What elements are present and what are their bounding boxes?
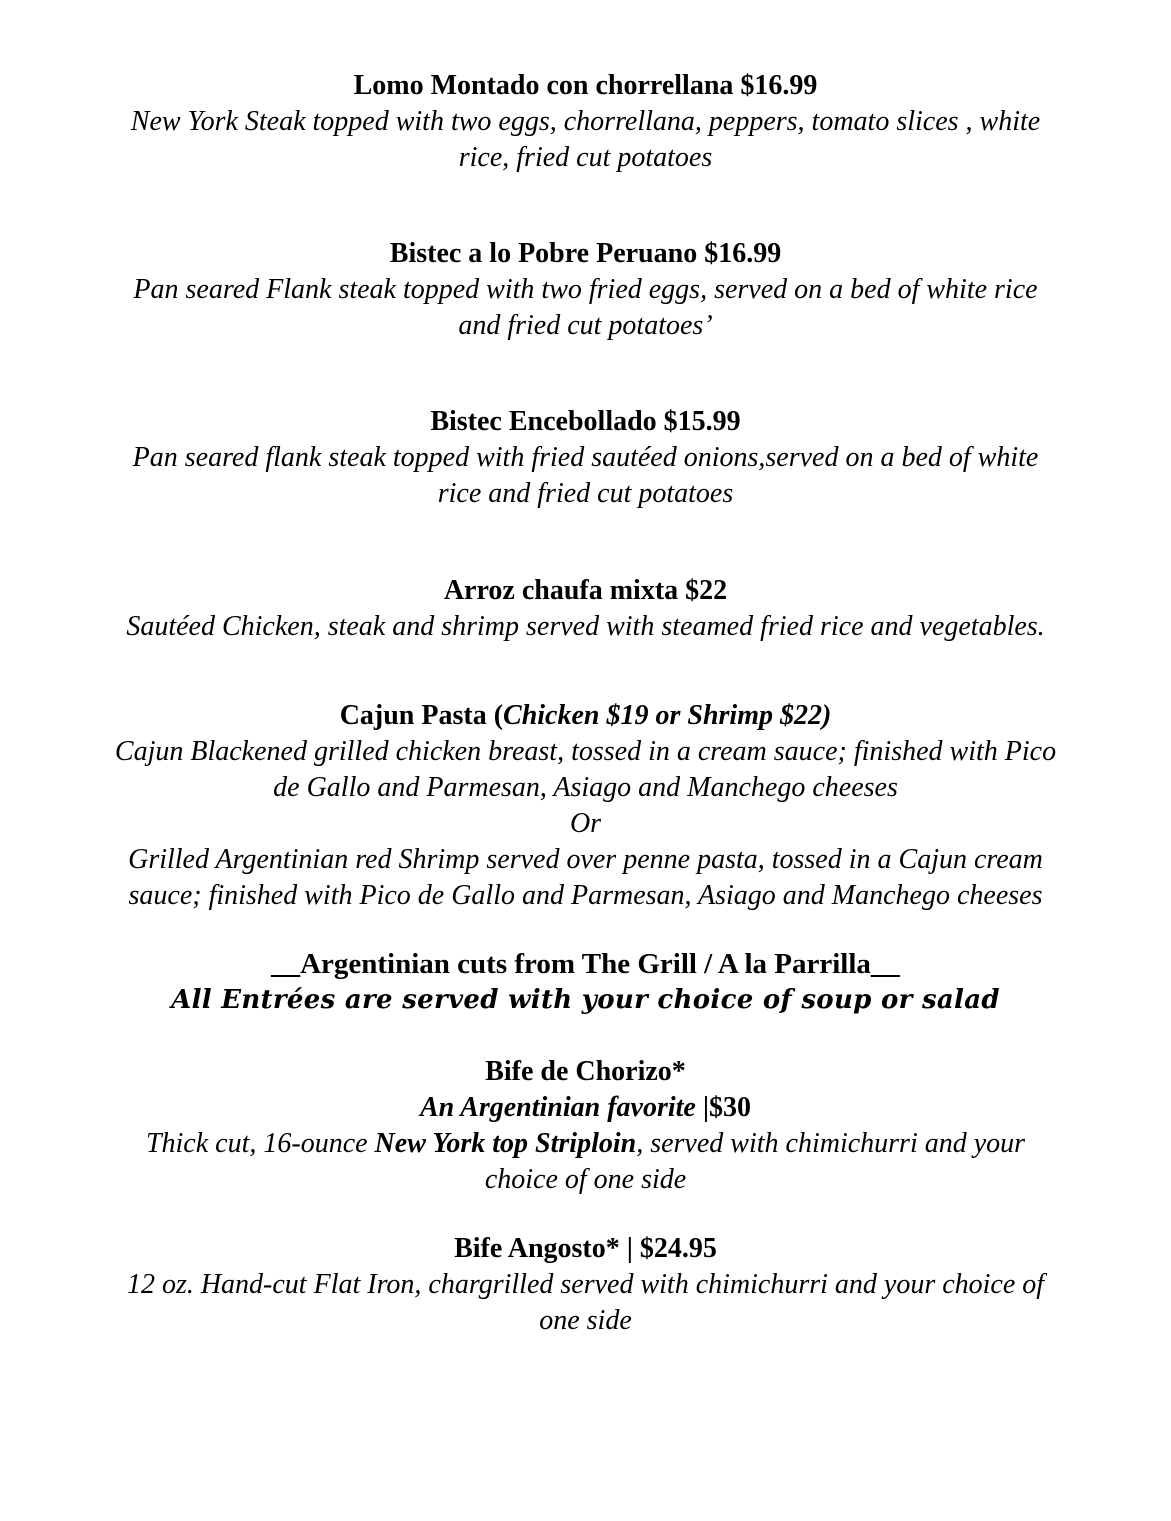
menu-item-lomo-montado xyxy=(0,68,1171,176)
cajun-title-options: Chicken $19 or Shrimp $22) xyxy=(503,700,832,731)
desc-post: , served with chimichurri and your xyxy=(636,1128,1026,1159)
desc-pre: Thick cut, 16-ounce xyxy=(145,1128,375,1159)
menu-item-description-line: rice and fried cut potatoes xyxy=(437,478,734,509)
menu-item-bistec-pobre xyxy=(0,236,1171,344)
menu-item-description-line: New York Steak topped with two eggs, chorrellana, peppers, tomato slices , white xyxy=(130,106,1041,137)
menu-item-description-or: Or xyxy=(569,808,602,839)
menu-item-bife-de-chorizo xyxy=(0,1054,1171,1198)
menu-item-description-line xyxy=(0,1126,1171,1162)
menu-item-description-line: Sautéed Chicken, steak and shrimp served with steamed fried rice and vegetables. xyxy=(126,611,1045,642)
section-note: All Entrées are served with your choice of soup or salad xyxy=(171,985,1000,1015)
menu-item-bistec-encebollado xyxy=(0,404,1171,512)
menu-item-title: Bife de Chorizo* xyxy=(485,1056,686,1087)
menu-item-description-line: de Gallo and Parmesan, Asiago and Manchego cheeses xyxy=(273,772,898,803)
cajun-title-prefix: Cajun Pasta ( xyxy=(339,700,504,731)
menu-item-description-line: choice of one side xyxy=(484,1164,687,1195)
menu-item-description-line: Cajun Blackened grilled chicken breast, tossed in a cream sauce; finished with Pico xyxy=(114,736,1057,767)
menu-item-title: Lomo Montado con chorrellana $16.99 xyxy=(353,70,818,101)
menu-item-description-line: sauce; finished with Pico de Gallo and Parmesan, Asiago and Manchego cheeses xyxy=(128,880,1043,911)
menu-item-title xyxy=(0,698,1171,734)
section-heading: __Argentinian cuts from The Grill / A la Parrilla__ xyxy=(271,948,900,980)
menu-item-description-line: one side xyxy=(539,1305,632,1336)
menu-item-title: Bife Angosto* | $24.95 xyxy=(454,1233,717,1264)
menu-item-title: Bistec a lo Pobre Peruano $16.99 xyxy=(389,238,782,269)
menu-item-title: Bistec Encebollado $15.99 xyxy=(430,406,741,437)
menu-item-description-line: rice, fried cut potatoes xyxy=(458,142,713,173)
subtitle-price: |$30 xyxy=(702,1092,752,1123)
menu-item-description-line: and fried cut potatoes’ xyxy=(458,310,713,341)
desc-bold: New York top Striploin xyxy=(374,1128,637,1159)
menu-item-arroz-chaufa xyxy=(0,573,1171,645)
menu-item-bife-angosto xyxy=(0,1231,1171,1339)
subtitle-italic: An Argentinian favorite xyxy=(419,1092,703,1123)
menu-item-description-line: 12 oz. Hand-cut Flat Iron, chargrilled served with chimichurri and your choice of xyxy=(126,1269,1045,1300)
section-argentinian-cuts xyxy=(0,946,1171,1018)
menu-item-description-line: Pan seared flank steak topped with fried sautéed onions,served on a bed of white xyxy=(132,442,1039,473)
menu-item-description-line: Pan seared Flank steak topped with two fried eggs, served on a bed of white rice xyxy=(133,274,1038,305)
menu-item-description-line: Grilled Argentinian red Shrimp served over penne pasta, tossed in a Cajun cream xyxy=(128,844,1043,875)
menu-item-subtitle xyxy=(0,1090,1171,1126)
menu-item-title: Arroz chaufa mixta $22 xyxy=(443,575,728,606)
menu-item-cajun-pasta xyxy=(0,698,1171,914)
